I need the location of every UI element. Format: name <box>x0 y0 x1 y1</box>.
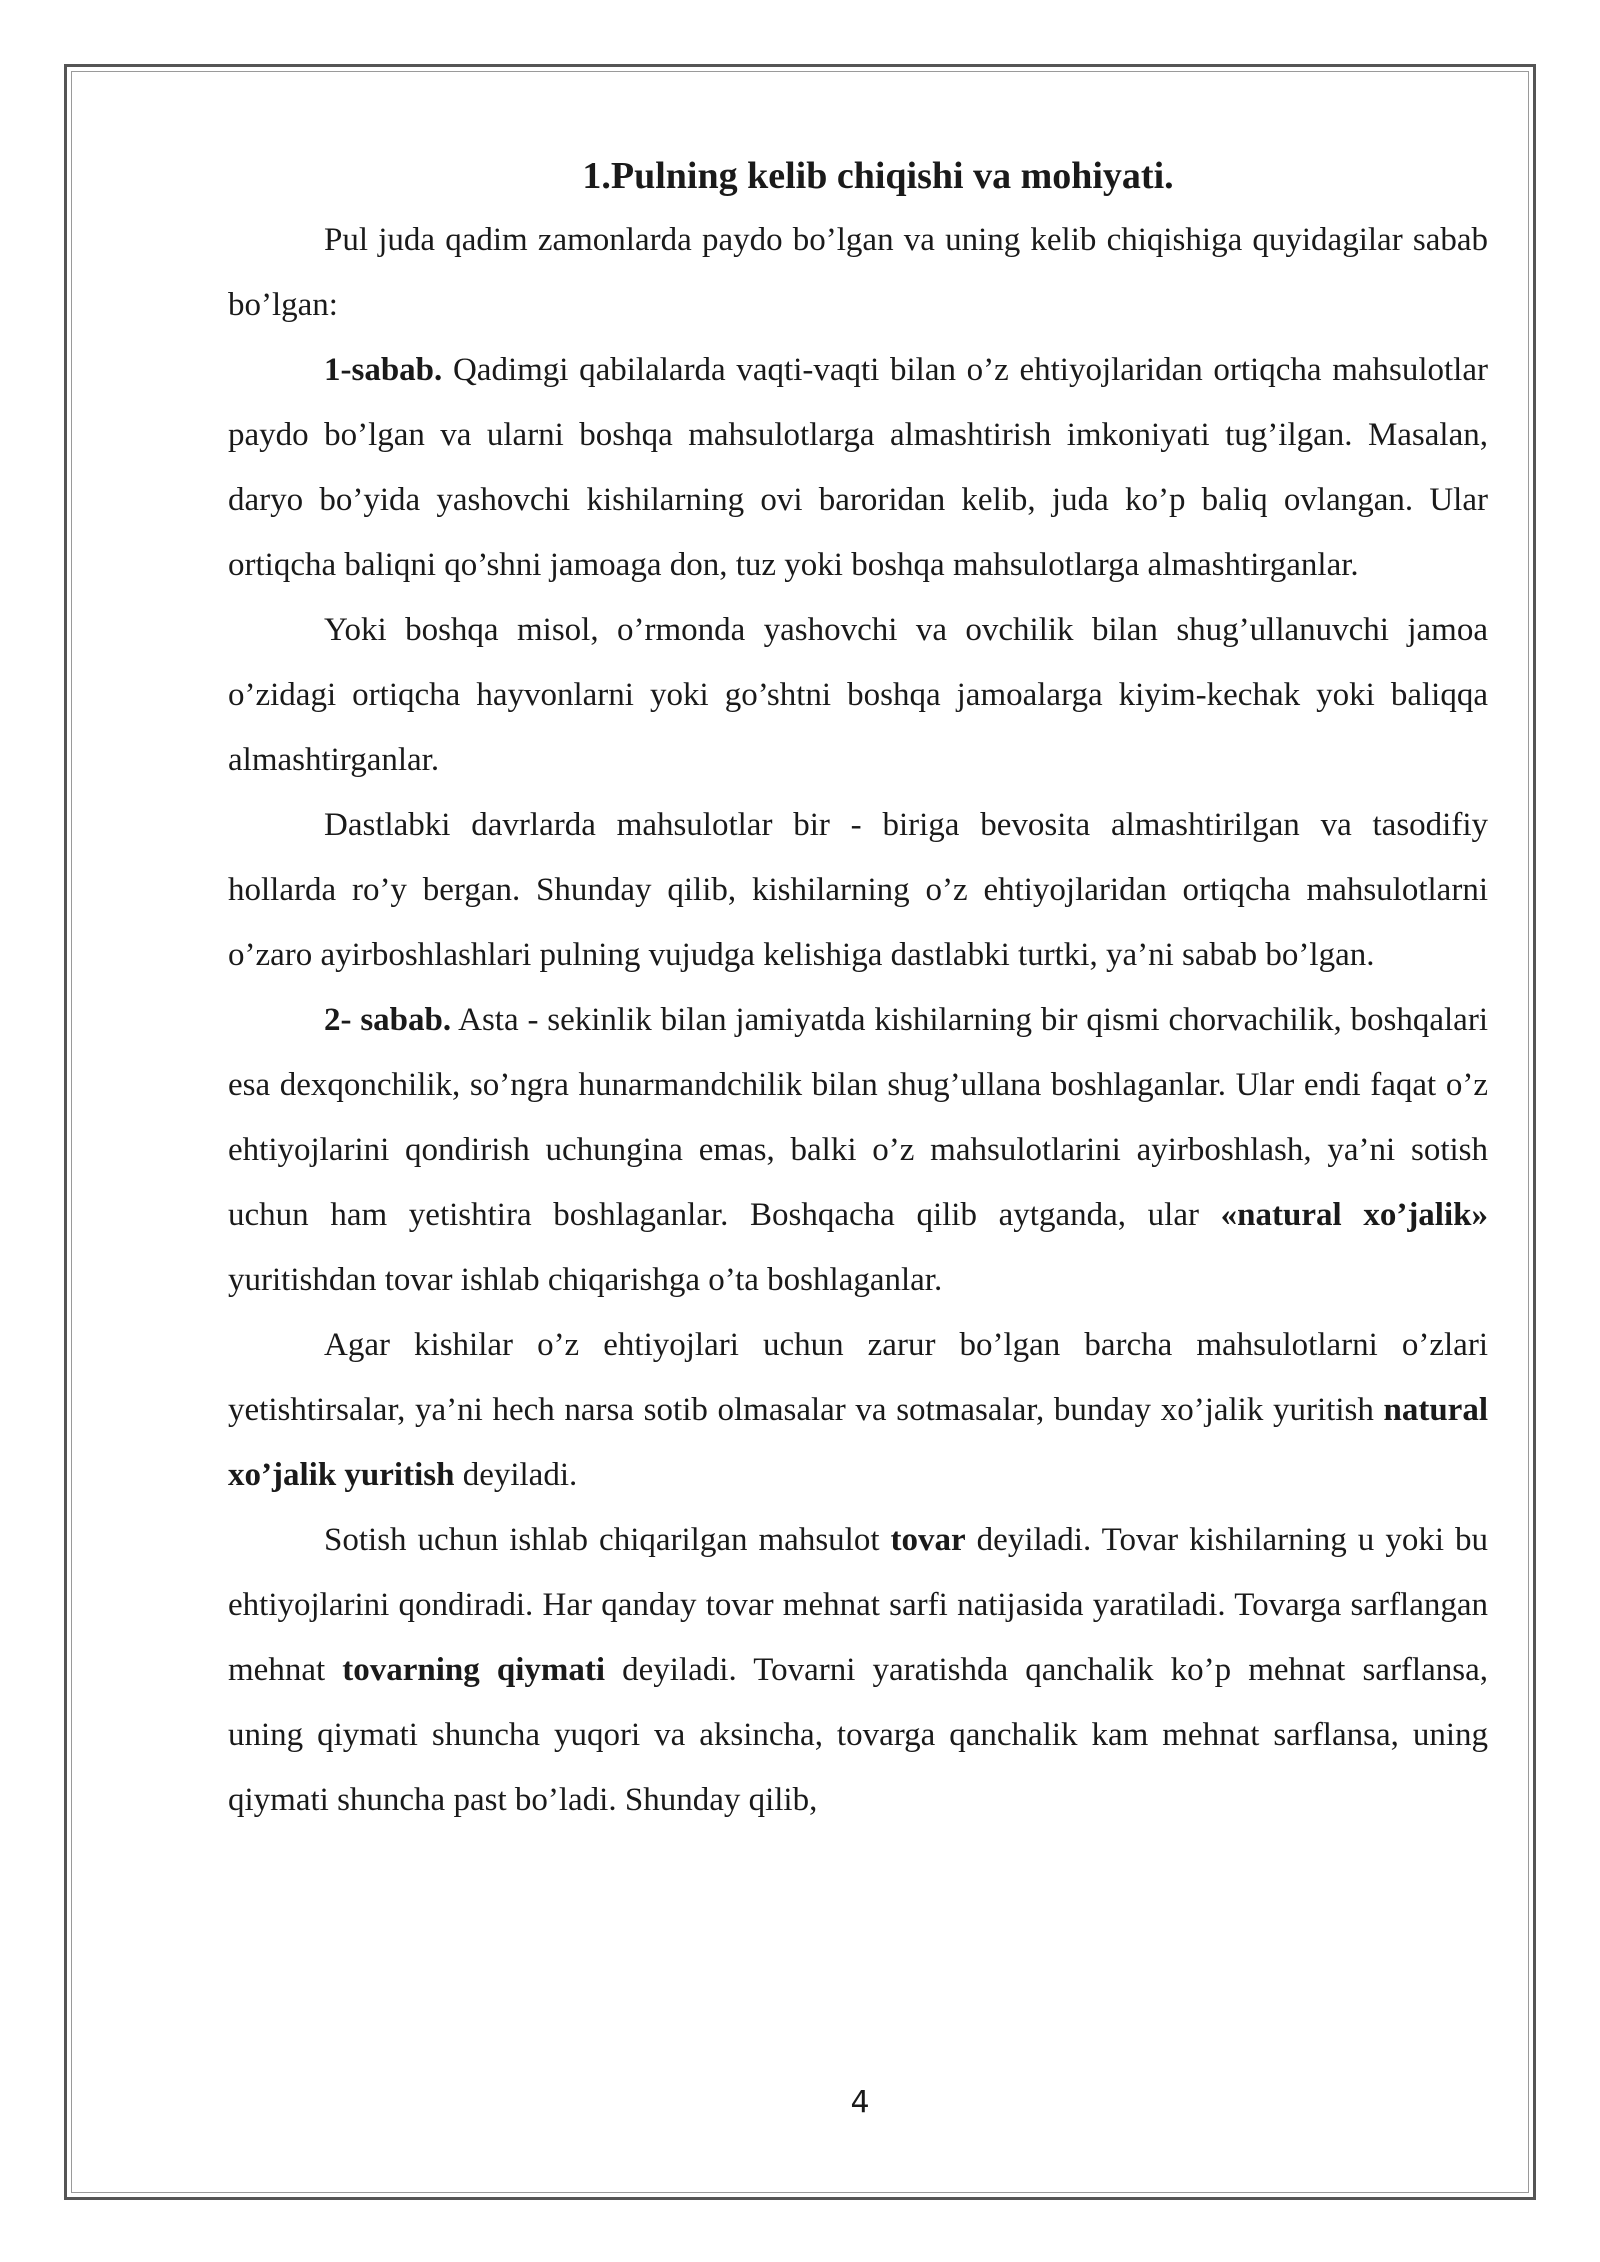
paragraph-7 <box>228 1508 1488 1833</box>
bold-term: 1-sabab. <box>324 352 443 388</box>
paragraph-text: Sotish uchun ishlab chiqarilgan mahsulot <box>324 1522 891 1558</box>
page-number: 4 <box>850 2085 870 2120</box>
page-title: 1.Pulning kelib chiqishi va mohiyati. <box>582 155 1174 197</box>
paragraph-text: deyiladi. Tovar kishilarning u yoki bu ehtiyojlarini qondiradi. Har qanday tovar mehnat sarfi natijasida yaratiladi. Tovarga sarflangan mehnat <box>228 1522 1489 1688</box>
paragraph-text: Dastlabki davrlarda mahsulotlar bir - biriga bevosita almashtirilgan va tasodifiy hollarda ro’y bergan. Shunday qilib, kishilarning o’z ehtiyojlaridan ortiqcha mahsulotlarni o’zaro ayirboshlashlari pulning vujudga kelishiga dastlabki turtki, ya’ni sabab bo’lgan. <box>228 807 1488 973</box>
paragraph-text: Agar kishilar o’z ehtiyojlari uchun zarur bo’lgan barcha mahsulotlarni o’zlari yetishtirsalar, ya’ni hech narsa sotib olmasalar va sotmasalar, bunday xo’jalik yuritish <box>228 1327 1488 1428</box>
bold-term: tovar <box>890 1522 966 1558</box>
bold-term: «natural xo’jalik» <box>1220 1197 1488 1233</box>
paragraph-1 <box>228 208 1488 338</box>
paragraph-text: deyiladi. Tovarni yaratishda qanchalik ko’p mehnat sarflansa, uning qiymati shuncha yuqori va aksincha, tovarga qanchalik kam mehnat sarflansa, uning qiymati shuncha past bo’ladi. Shunday qilib, <box>228 1652 1488 1818</box>
document-body <box>228 150 1488 1833</box>
paragraph-5 <box>228 988 1488 1313</box>
paragraph-text: Qadimgi qabilalarda vaqti-vaqti bilan o’z ehtiyojlaridan ortiqcha mahsulotlar paydo bo’lgan va ularni boshqa mahsulotlarga almashtirish imkoniyati tug’ilgan. Masalan, daryo bo’yida yashovchi kishilarning ovi baroridan kelib, juda ko’p baliq ovlangan. Ular ortiqcha baliqni qo’shni jamoaga don, tuz yoki boshqa mahsulotlarga almashtirganlar. <box>228 352 1488 583</box>
bold-term: natural xo’jalik yuritish <box>228 1392 1488 1493</box>
paragraph-3 <box>228 598 1488 793</box>
paragraph-text: Pul juda qadim zamonlarda paydo bo’lgan va uning kelib chiqishiga quyidagilar sabab bo’lgan: <box>228 222 1488 323</box>
paragraph-text: deyiladi. <box>454 1457 578 1493</box>
paragraph-6 <box>228 1313 1488 1508</box>
paragraph-text: yuritishdan tovar ishlab chiqarishga o’ta boshlaganlar. <box>228 1262 943 1298</box>
paragraph-text: Asta - sekinlik bilan jamiyatda kishilarning bir qismi chorvachilik, boshqalari esa dexqonchilik, so’ngra hunarmandchilik bilan shug’ullana boshlaganlar. Ular endi faqat o’z ehtiyojlarini qondirish uchungina emas, balki o’z mahsulotlarini ayirboshlash, ya’ni sotish uchun ham yetishtira boshlaganlar. Boshqacha qilib aytganda, ular <box>228 1002 1488 1233</box>
bold-term: 2- sabab. <box>324 1002 452 1038</box>
bold-term: tovarning qiymati <box>342 1652 606 1688</box>
paragraph-4 <box>228 793 1488 988</box>
paragraph-text: Yoki boshqa misol, o’rmonda yashovchi va ovchilik bilan shug’ullanuvchi jamoa o’zidagi ortiqcha hayvonlarni yoki go’shtni boshqa jamoalarga kiyim-kechak yoki baliqqa almashtirganlar. <box>228 612 1488 778</box>
paragraph-2 <box>228 338 1488 598</box>
